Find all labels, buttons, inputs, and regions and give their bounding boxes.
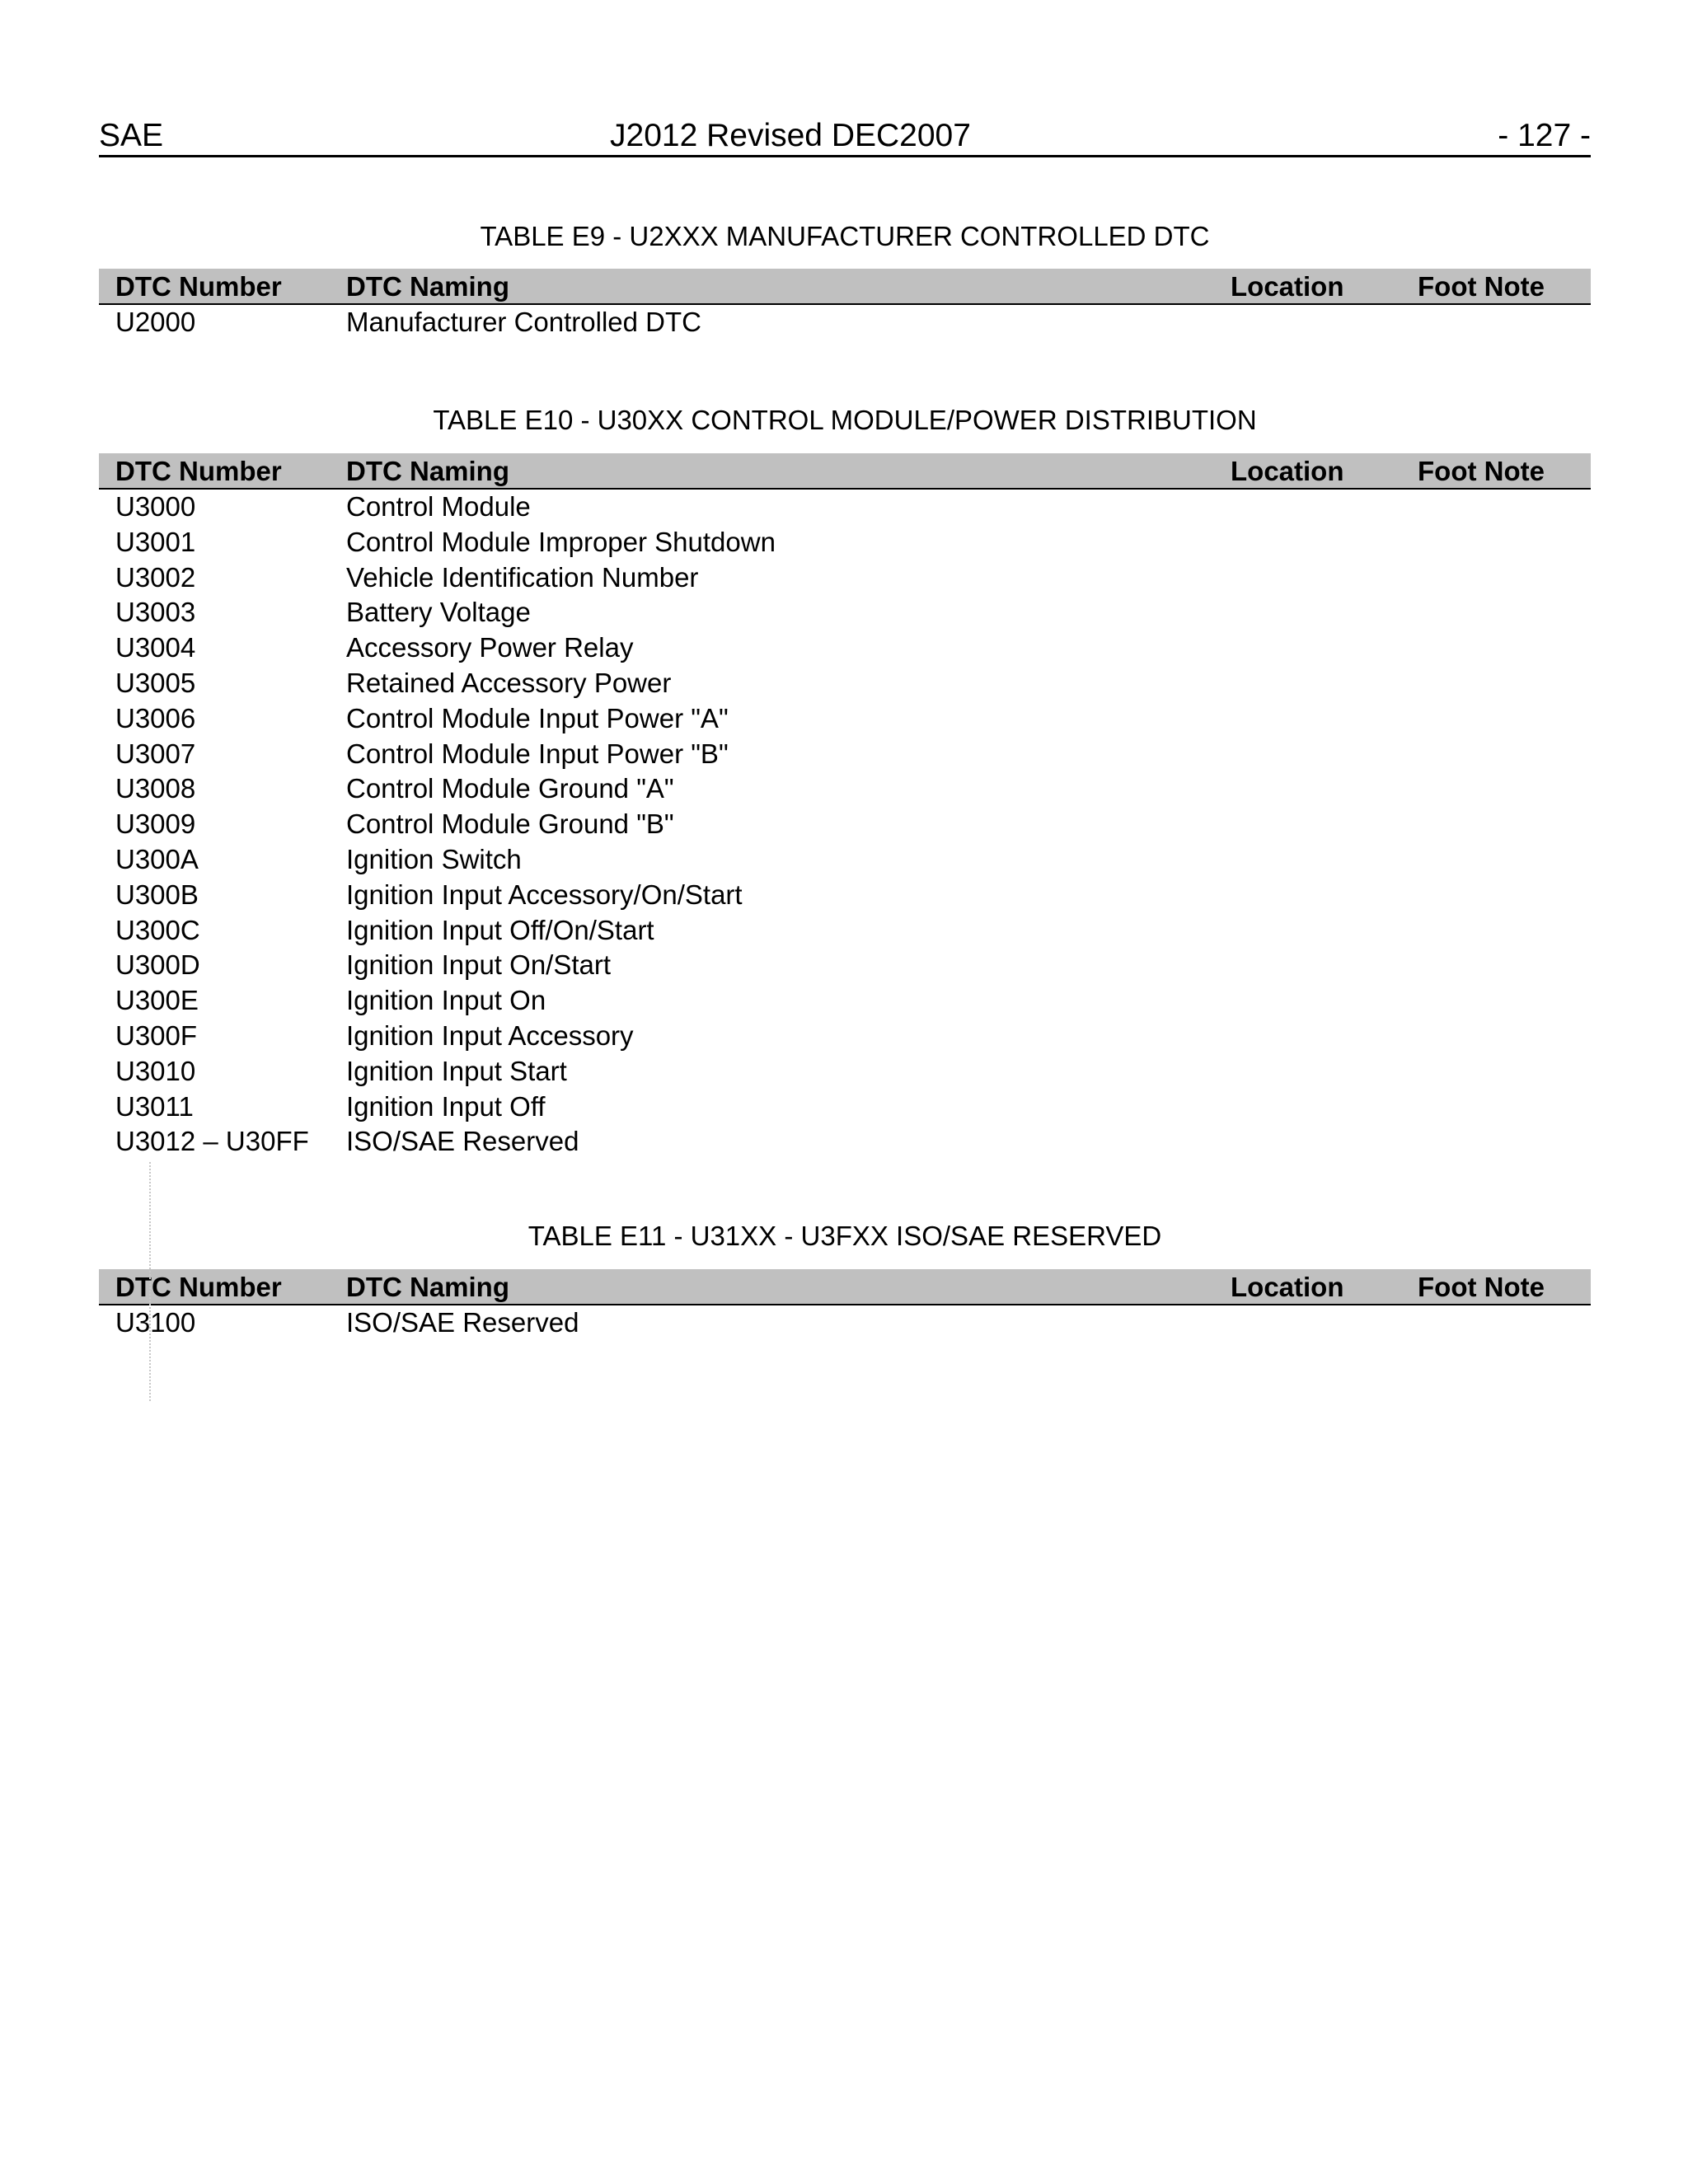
table-e9 [99,269,1591,340]
dtc-naming: Control Module Input Power "A" [346,702,729,733]
dtc-naming: Ignition Input Off [346,1090,546,1122]
dtc-naming: Ignition Input Start [346,1055,567,1086]
header-organization: SAE [99,118,164,153]
page-header [99,117,1591,157]
dtc-number: U3002 [115,561,196,593]
table-header [99,269,1591,305]
table-row [99,913,1591,949]
table-body [99,1305,1591,1341]
dtc-naming: ISO/SAE Reserved [346,1126,579,1157]
dtc-naming: Vehicle Identification Number [346,561,699,593]
dtc-naming: Manufacturer Controlled DTC [346,307,701,337]
table-body [99,305,1591,340]
dtc-naming: Ignition Input On/Start [346,949,612,981]
dtc-number: U300D [115,949,200,981]
dtc-naming: Battery Voltage [346,597,531,628]
dtc-number: U300F [115,1019,198,1051]
dtc-naming: Control Module Ground "B" [346,808,674,840]
table-row [99,525,1591,560]
table-row [99,1054,1591,1090]
dtc-naming: Control Module Improper Shutdown [346,526,776,557]
table-e11 [99,1269,1591,1341]
table-row [99,948,1591,983]
table-e11-title: TABLE E11 - U31XX - U3FXX ISO/SAE RESERVED [528,1221,1162,1251]
column-header-footnote: Foot Note [1418,1272,1545,1302]
table-row [99,1090,1591,1125]
header-document-id: J2012 Revised DEC2007 [610,118,971,153]
column-header-naming: DTC Naming [346,271,509,302]
table-row [99,630,1591,666]
table-row [99,807,1591,842]
column-header-footnote: Foot Note [1418,456,1545,486]
column-header-number: DTC Number [115,271,282,302]
dtc-number: U3001 [115,526,196,557]
table-row [99,842,1591,878]
table-row [99,771,1591,807]
table-row [99,878,1591,913]
dtc-number: U3010 [115,1055,196,1086]
table-row [99,490,1591,525]
dtc-number: U3012 – U30FF [115,1126,309,1157]
column-header-naming: DTC Naming [346,1272,509,1302]
dtc-number: U3006 [115,702,196,733]
dtc-number: U300A [115,843,199,874]
header-page-number: - 127 - [1498,118,1591,153]
dtc-naming: Ignition Switch [346,843,522,874]
table-row [99,560,1591,596]
column-header-footnote: Foot Note [1418,271,1545,302]
dtc-naming: Ignition Input On [346,985,546,1016]
dtc-naming: Control Module Ground "A" [346,773,674,804]
table-row [99,305,1591,340]
table-e9-title: TABLE E9 - U2XXX MANUFACTURER CONTROLLED DTC [480,221,1210,251]
dtc-number: U3000 [115,491,196,522]
table-row [99,1019,1591,1054]
dtc-naming: Retained Accessory Power [346,667,672,698]
table-header [99,1269,1591,1305]
dtc-naming: Ignition Input Accessory [346,1019,634,1051]
dtc-naming: Control Module Input Power "B" [346,738,729,769]
dtc-number: U3004 [115,632,196,663]
table-row [99,701,1591,737]
table-e10-title: TABLE E10 - U30XX CONTROL MODULE/POWER DISTRIBUTION [433,405,1257,435]
dtc-number: U3008 [115,773,196,804]
table-row [99,1124,1591,1160]
dtc-number: U3100 [115,1307,196,1338]
table-row [99,666,1591,701]
dtc-number: U300C [115,914,200,945]
column-header-location: Location [1231,456,1344,486]
table-row [99,1305,1591,1341]
column-header-number: DTC Number [115,456,282,486]
table-e10 [99,453,1591,1160]
table-row [99,983,1591,1019]
dtc-number: U3009 [115,808,196,840]
column-header-location: Location [1231,271,1344,302]
dtc-naming: Ignition Input Accessory/On/Start [346,879,743,910]
dtc-number: U300E [115,985,199,1016]
scan-artifact [149,1162,151,1401]
dtc-number: U3005 [115,667,196,698]
dtc-naming: Ignition Input Off/On/Start [346,914,654,945]
column-header-location: Location [1231,1272,1344,1302]
table-row [99,737,1591,772]
dtc-naming: Control Module [346,491,531,522]
dtc-number: U3007 [115,738,196,769]
dtc-naming: ISO/SAE Reserved [346,1307,579,1338]
dtc-number: U300B [115,879,199,910]
column-header-number: DTC Number [115,1272,282,1302]
dtc-number: U3011 [115,1090,194,1122]
table-header [99,453,1591,490]
dtc-number: U2000 [115,307,196,337]
table-row [99,595,1591,630]
column-header-naming: DTC Naming [346,456,509,486]
dtc-naming: Accessory Power Relay [346,632,634,663]
table-body [99,490,1591,1160]
dtc-number: U3003 [115,597,196,628]
